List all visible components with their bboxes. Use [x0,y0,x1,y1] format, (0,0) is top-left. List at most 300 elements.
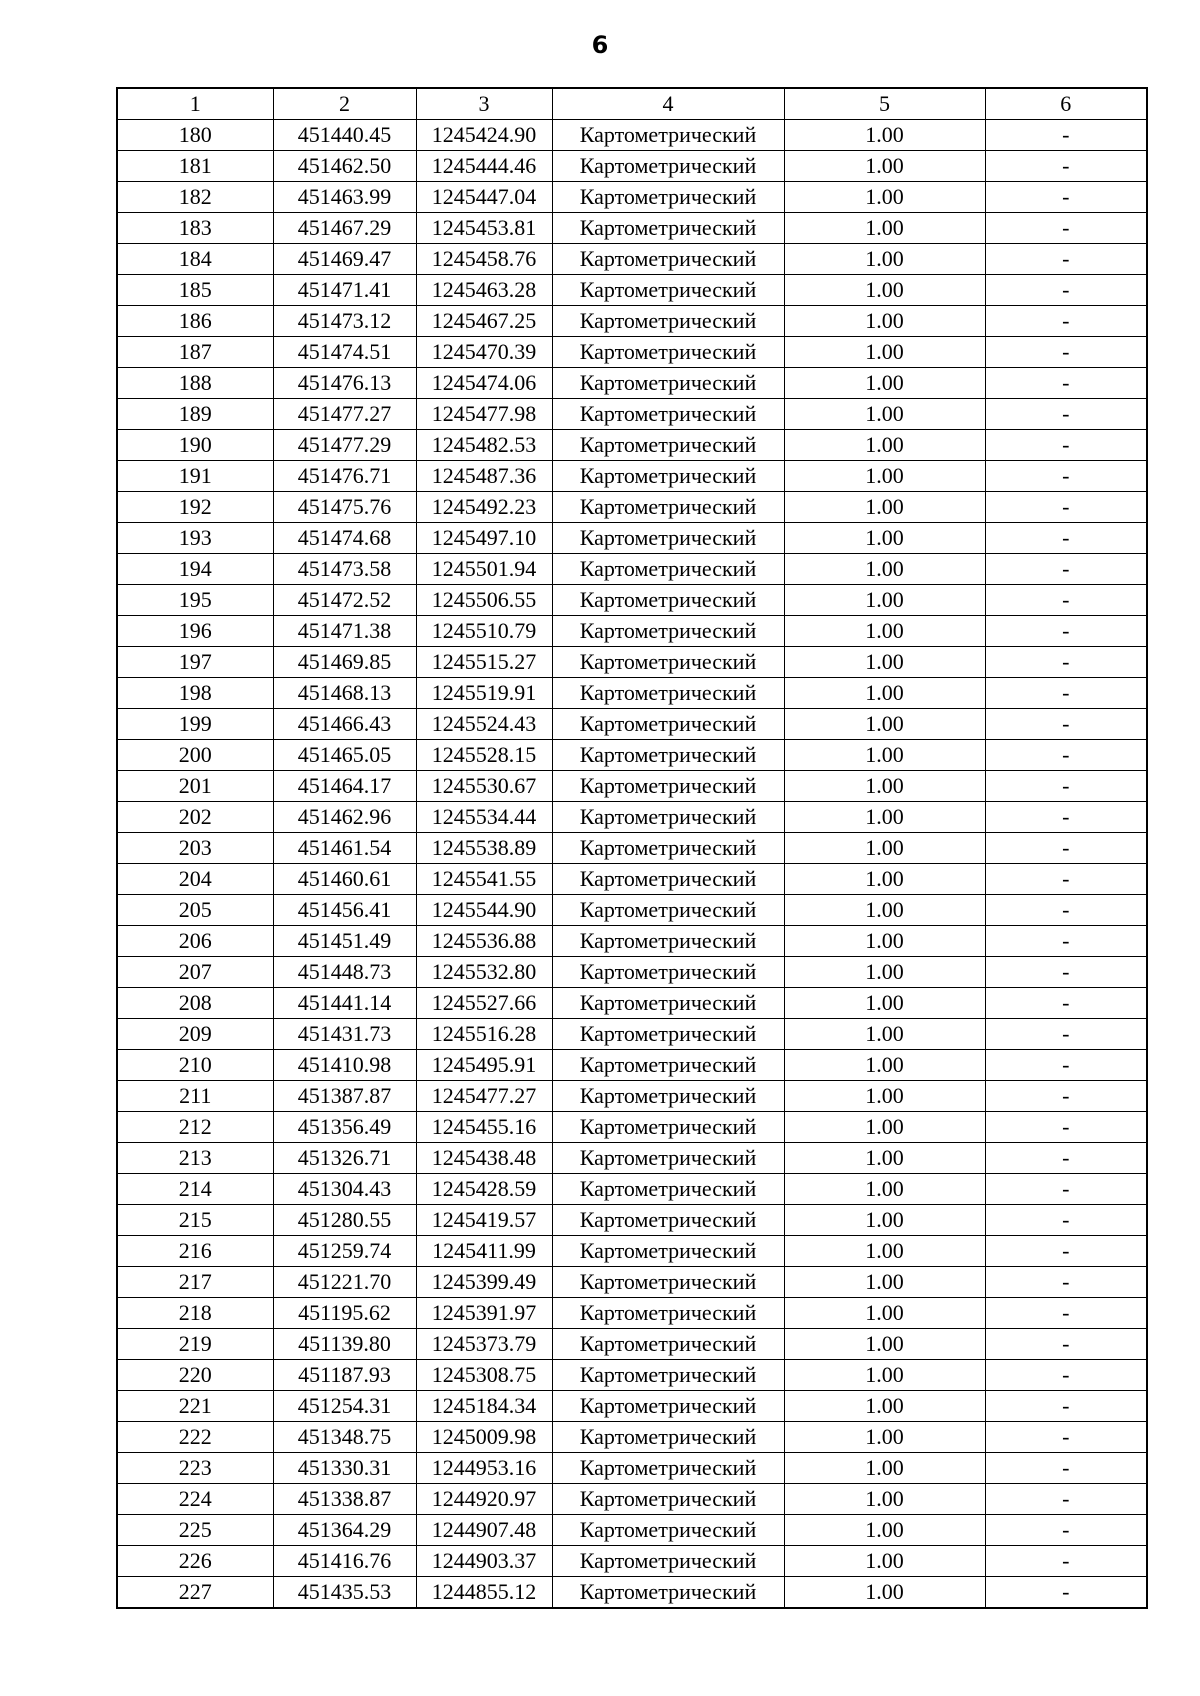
note-cell: - [985,585,1147,616]
note-cell: - [985,802,1147,833]
x-coordinate-cell: 451410.98 [273,1050,416,1081]
table-row [117,213,1147,244]
point-number-cell: 197 [117,647,273,678]
note-cell: - [985,709,1147,740]
point-number-cell: 222 [117,1422,273,1453]
table-row [117,337,1147,368]
x-coordinate-cell: 451469.85 [273,647,416,678]
x-coordinate-cell: 451195.62 [273,1298,416,1329]
note-cell: - [985,1267,1147,1298]
accuracy-cell: 1.00 [784,1050,985,1081]
method-cell: Картометрический [552,213,784,244]
method-cell: Картометрический [552,554,784,585]
note-cell: - [985,275,1147,306]
note-cell: - [985,1205,1147,1236]
accuracy-cell: 1.00 [784,1019,985,1050]
method-cell: Картометрический [552,368,784,399]
table-row [117,1205,1147,1236]
table-row [117,678,1147,709]
table-row [117,1422,1147,1453]
x-coordinate-cell: 451467.29 [273,213,416,244]
method-cell: Картометрический [552,1143,784,1174]
y-coordinate-cell: 1245532.80 [416,957,552,988]
x-coordinate-cell: 451254.31 [273,1391,416,1422]
point-number-cell: 183 [117,213,273,244]
method-cell: Картометрический [552,1298,784,1329]
table-row [117,151,1147,182]
point-number-cell: 199 [117,709,273,740]
point-number-cell: 213 [117,1143,273,1174]
column-header-2: 2 [273,88,416,120]
x-coordinate-cell: 451462.50 [273,151,416,182]
note-cell: - [985,306,1147,337]
accuracy-cell: 1.00 [784,244,985,275]
table-row [117,1329,1147,1360]
table-row [117,275,1147,306]
note-cell: - [985,368,1147,399]
table-row [117,430,1147,461]
point-number-cell: 207 [117,957,273,988]
table-row [117,1267,1147,1298]
note-cell: - [985,1174,1147,1205]
method-cell: Картометрический [552,957,784,988]
point-number-cell: 227 [117,1577,273,1609]
y-coordinate-cell: 1245391.97 [416,1298,552,1329]
point-number-cell: 206 [117,926,273,957]
method-cell: Картометрический [552,895,784,926]
method-cell: Картометрический [552,926,784,957]
y-coordinate-cell: 1245447.04 [416,182,552,213]
accuracy-cell: 1.00 [784,399,985,430]
x-coordinate-cell: 451472.52 [273,585,416,616]
table-row [117,492,1147,523]
y-coordinate-cell: 1245444.46 [416,151,552,182]
y-coordinate-cell: 1245519.91 [416,678,552,709]
accuracy-cell: 1.00 [784,1329,985,1360]
x-coordinate-cell: 451473.12 [273,306,416,337]
y-coordinate-cell: 1245495.91 [416,1050,552,1081]
note-cell: - [985,213,1147,244]
point-number-cell: 204 [117,864,273,895]
point-number-cell: 189 [117,399,273,430]
y-coordinate-cell: 1244903.37 [416,1546,552,1577]
page-number: 6 [591,31,609,59]
accuracy-cell: 1.00 [784,1577,985,1609]
accuracy-cell: 1.00 [784,368,985,399]
x-coordinate-cell: 451468.13 [273,678,416,709]
method-cell: Картометрический [552,585,784,616]
accuracy-cell: 1.00 [784,678,985,709]
method-cell: Картометрический [552,678,784,709]
method-cell: Картометрический [552,1484,784,1515]
y-coordinate-cell: 1244907.48 [416,1515,552,1546]
x-coordinate-cell: 451139.80 [273,1329,416,1360]
table-row [117,523,1147,554]
method-cell: Картометрический [552,771,784,802]
y-coordinate-cell: 1245438.48 [416,1143,552,1174]
y-coordinate-cell: 1245528.15 [416,740,552,771]
y-coordinate-cell: 1245541.55 [416,864,552,895]
y-coordinate-cell: 1244953.16 [416,1453,552,1484]
note-cell: - [985,430,1147,461]
method-cell: Картометрический [552,1453,784,1484]
accuracy-cell: 1.00 [784,1298,985,1329]
y-coordinate-cell: 1245524.43 [416,709,552,740]
x-coordinate-cell: 451463.99 [273,182,416,213]
x-coordinate-cell: 451475.76 [273,492,416,523]
note-cell: - [985,1236,1147,1267]
x-coordinate-cell: 451469.47 [273,244,416,275]
note-cell: - [985,492,1147,523]
table-row [117,771,1147,802]
method-cell: Картометрический [552,523,784,554]
point-number-cell: 202 [117,802,273,833]
x-coordinate-cell: 451440.45 [273,120,416,151]
method-cell: Картометрический [552,709,784,740]
x-coordinate-cell: 451464.17 [273,771,416,802]
accuracy-cell: 1.00 [784,1391,985,1422]
method-cell: Картометрический [552,430,784,461]
accuracy-cell: 1.00 [784,771,985,802]
x-coordinate-cell: 451387.87 [273,1081,416,1112]
accuracy-cell: 1.00 [784,802,985,833]
y-coordinate-cell: 1245428.59 [416,1174,552,1205]
x-coordinate-cell: 451460.61 [273,864,416,895]
column-header-4: 4 [552,88,784,120]
table-row [117,368,1147,399]
x-coordinate-cell: 451259.74 [273,1236,416,1267]
point-number-cell: 182 [117,182,273,213]
point-number-cell: 194 [117,554,273,585]
table-row [117,833,1147,864]
x-coordinate-cell: 451356.49 [273,1112,416,1143]
method-cell: Картометрический [552,461,784,492]
point-number-cell: 219 [117,1329,273,1360]
accuracy-cell: 1.00 [784,554,985,585]
table-row [117,1236,1147,1267]
method-cell: Картометрический [552,182,784,213]
method-cell: Картометрический [552,1174,784,1205]
point-number-cell: 212 [117,1112,273,1143]
table-row [117,399,1147,430]
note-cell: - [985,957,1147,988]
y-coordinate-cell: 1245506.55 [416,585,552,616]
point-number-cell: 195 [117,585,273,616]
method-cell: Картометрический [552,988,784,1019]
y-coordinate-cell: 1245530.67 [416,771,552,802]
point-number-cell: 191 [117,461,273,492]
accuracy-cell: 1.00 [784,616,985,647]
y-coordinate-cell: 1245477.98 [416,399,552,430]
accuracy-cell: 1.00 [784,275,985,306]
note-cell: - [985,771,1147,802]
table-row [117,709,1147,740]
point-number-cell: 224 [117,1484,273,1515]
method-cell: Картометрический [552,647,784,678]
x-coordinate-cell: 451338.87 [273,1484,416,1515]
point-number-cell: 190 [117,430,273,461]
x-coordinate-cell: 451474.68 [273,523,416,554]
y-coordinate-cell: 1245536.88 [416,926,552,957]
x-coordinate-cell: 451466.43 [273,709,416,740]
x-coordinate-cell: 451221.70 [273,1267,416,1298]
accuracy-cell: 1.00 [784,957,985,988]
table-row [117,1298,1147,1329]
column-header-6: 6 [985,88,1147,120]
method-cell: Картометрический [552,802,784,833]
note-cell: - [985,988,1147,1019]
method-cell: Картометрический [552,120,784,151]
point-number-cell: 196 [117,616,273,647]
method-cell: Картометрический [552,740,784,771]
column-header-1: 1 [117,88,273,120]
table-row [117,988,1147,1019]
x-coordinate-cell: 451435.53 [273,1577,416,1609]
note-cell: - [985,1360,1147,1391]
accuracy-cell: 1.00 [784,709,985,740]
accuracy-cell: 1.00 [784,523,985,554]
note-cell: - [985,182,1147,213]
y-coordinate-cell: 1245419.57 [416,1205,552,1236]
point-number-cell: 181 [117,151,273,182]
point-number-cell: 218 [117,1298,273,1329]
accuracy-cell: 1.00 [784,1143,985,1174]
y-coordinate-cell: 1245482.53 [416,430,552,461]
note-cell: - [985,1453,1147,1484]
table-row [117,864,1147,895]
table-row [117,244,1147,275]
accuracy-cell: 1.00 [784,1205,985,1236]
point-number-cell: 186 [117,306,273,337]
y-coordinate-cell: 1245308.75 [416,1360,552,1391]
accuracy-cell: 1.00 [784,1360,985,1391]
y-coordinate-cell: 1245470.39 [416,337,552,368]
accuracy-cell: 1.00 [784,1174,985,1205]
y-coordinate-cell: 1245458.76 [416,244,552,275]
x-coordinate-cell: 451477.27 [273,399,416,430]
note-cell: - [985,1329,1147,1360]
note-cell: - [985,461,1147,492]
table-row [117,1050,1147,1081]
coordinates-table [116,87,1148,1609]
y-coordinate-cell: 1245455.16 [416,1112,552,1143]
point-number-cell: 217 [117,1267,273,1298]
x-coordinate-cell: 451462.96 [273,802,416,833]
accuracy-cell: 1.00 [784,585,985,616]
note-cell: - [985,244,1147,275]
table-row [117,740,1147,771]
x-coordinate-cell: 451416.76 [273,1546,416,1577]
y-coordinate-cell: 1245453.81 [416,213,552,244]
x-coordinate-cell: 451448.73 [273,957,416,988]
table-row [117,647,1147,678]
y-coordinate-cell: 1245501.94 [416,554,552,585]
method-cell: Картометрический [552,1081,784,1112]
x-coordinate-cell: 451461.54 [273,833,416,864]
note-cell: - [985,1484,1147,1515]
method-cell: Картометрический [552,492,784,523]
column-header-5: 5 [784,88,985,120]
note-cell: - [985,151,1147,182]
x-coordinate-cell: 451280.55 [273,1205,416,1236]
note-cell: - [985,1298,1147,1329]
y-coordinate-cell: 1245516.28 [416,1019,552,1050]
accuracy-cell: 1.00 [784,1484,985,1515]
y-coordinate-cell: 1245477.27 [416,1081,552,1112]
point-number-cell: 203 [117,833,273,864]
note-cell: - [985,1019,1147,1050]
table-row [117,957,1147,988]
note-cell: - [985,678,1147,709]
point-number-cell: 180 [117,120,273,151]
x-coordinate-cell: 451476.71 [273,461,416,492]
accuracy-cell: 1.00 [784,306,985,337]
method-cell: Картометрический [552,399,784,430]
table-row [117,1081,1147,1112]
table-row [117,1360,1147,1391]
method-cell: Картометрический [552,1546,784,1577]
note-cell: - [985,554,1147,585]
point-number-cell: 193 [117,523,273,554]
table-header-row [117,88,1147,120]
table-row [117,1453,1147,1484]
note-cell: - [985,833,1147,864]
note-cell: - [985,1577,1147,1609]
point-number-cell: 225 [117,1515,273,1546]
y-coordinate-cell: 1245534.44 [416,802,552,833]
note-cell: - [985,523,1147,554]
note-cell: - [985,895,1147,926]
note-cell: - [985,740,1147,771]
x-coordinate-cell: 451465.05 [273,740,416,771]
point-number-cell: 215 [117,1205,273,1236]
x-coordinate-cell: 451476.13 [273,368,416,399]
accuracy-cell: 1.00 [784,1267,985,1298]
accuracy-cell: 1.00 [784,833,985,864]
x-coordinate-cell: 451456.41 [273,895,416,926]
table-row [117,1577,1147,1609]
note-cell: - [985,1050,1147,1081]
table-row [117,1391,1147,1422]
y-coordinate-cell: 1245527.66 [416,988,552,1019]
table-row [117,1019,1147,1050]
point-number-cell: 211 [117,1081,273,1112]
y-coordinate-cell: 1245424.90 [416,120,552,151]
point-number-cell: 216 [117,1236,273,1267]
method-cell: Картометрический [552,1515,784,1546]
accuracy-cell: 1.00 [784,1081,985,1112]
point-number-cell: 223 [117,1453,273,1484]
method-cell: Картометрический [552,1236,784,1267]
table-row [117,554,1147,585]
y-coordinate-cell: 1244920.97 [416,1484,552,1515]
accuracy-cell: 1.00 [784,492,985,523]
point-number-cell: 226 [117,1546,273,1577]
table-body [117,120,1147,1609]
x-coordinate-cell: 451471.38 [273,616,416,647]
y-coordinate-cell: 1245463.28 [416,275,552,306]
y-coordinate-cell: 1245474.06 [416,368,552,399]
accuracy-cell: 1.00 [784,926,985,957]
note-cell: - [985,120,1147,151]
note-cell: - [985,864,1147,895]
accuracy-cell: 1.00 [784,895,985,926]
method-cell: Картометрический [552,275,784,306]
point-number-cell: 192 [117,492,273,523]
y-coordinate-cell: 1245510.79 [416,616,552,647]
method-cell: Картометрический [552,1329,784,1360]
table-row [117,616,1147,647]
table-row [117,585,1147,616]
accuracy-cell: 1.00 [784,740,985,771]
method-cell: Картометрический [552,1422,784,1453]
point-number-cell: 208 [117,988,273,1019]
point-number-cell: 220 [117,1360,273,1391]
point-number-cell: 185 [117,275,273,306]
y-coordinate-cell: 1244855.12 [416,1577,552,1609]
accuracy-cell: 1.00 [784,337,985,368]
point-number-cell: 209 [117,1019,273,1050]
point-number-cell: 198 [117,678,273,709]
x-coordinate-cell: 451187.93 [273,1360,416,1391]
x-coordinate-cell: 451326.71 [273,1143,416,1174]
table-row [117,120,1147,151]
table-row [117,1546,1147,1577]
table-row [117,461,1147,492]
table-row [117,182,1147,213]
table-row [117,1143,1147,1174]
y-coordinate-cell: 1245411.99 [416,1236,552,1267]
column-header-3: 3 [416,88,552,120]
point-number-cell: 210 [117,1050,273,1081]
accuracy-cell: 1.00 [784,1236,985,1267]
note-cell: - [985,1143,1147,1174]
note-cell: - [985,399,1147,430]
method-cell: Картометрический [552,306,784,337]
y-coordinate-cell: 1245373.79 [416,1329,552,1360]
y-coordinate-cell: 1245497.10 [416,523,552,554]
table-row [117,1112,1147,1143]
y-coordinate-cell: 1245544.90 [416,895,552,926]
y-coordinate-cell: 1245515.27 [416,647,552,678]
table-row [117,306,1147,337]
y-coordinate-cell: 1245184.34 [416,1391,552,1422]
point-number-cell: 214 [117,1174,273,1205]
method-cell: Картометрический [552,616,784,647]
method-cell: Картометрический [552,151,784,182]
method-cell: Картометрический [552,1050,784,1081]
accuracy-cell: 1.00 [784,1112,985,1143]
note-cell: - [985,1391,1147,1422]
note-cell: - [985,647,1147,678]
table-row [117,1174,1147,1205]
note-cell: - [985,1422,1147,1453]
y-coordinate-cell: 1245009.98 [416,1422,552,1453]
x-coordinate-cell: 451431.73 [273,1019,416,1050]
method-cell: Картометрический [552,337,784,368]
x-coordinate-cell: 451348.75 [273,1422,416,1453]
y-coordinate-cell: 1245399.49 [416,1267,552,1298]
x-coordinate-cell: 451471.41 [273,275,416,306]
x-coordinate-cell: 451473.58 [273,554,416,585]
note-cell: - [985,1546,1147,1577]
y-coordinate-cell: 1245492.23 [416,492,552,523]
note-cell: - [985,337,1147,368]
note-cell: - [985,1081,1147,1112]
y-coordinate-cell: 1245467.25 [416,306,552,337]
accuracy-cell: 1.00 [784,864,985,895]
table-row [117,926,1147,957]
